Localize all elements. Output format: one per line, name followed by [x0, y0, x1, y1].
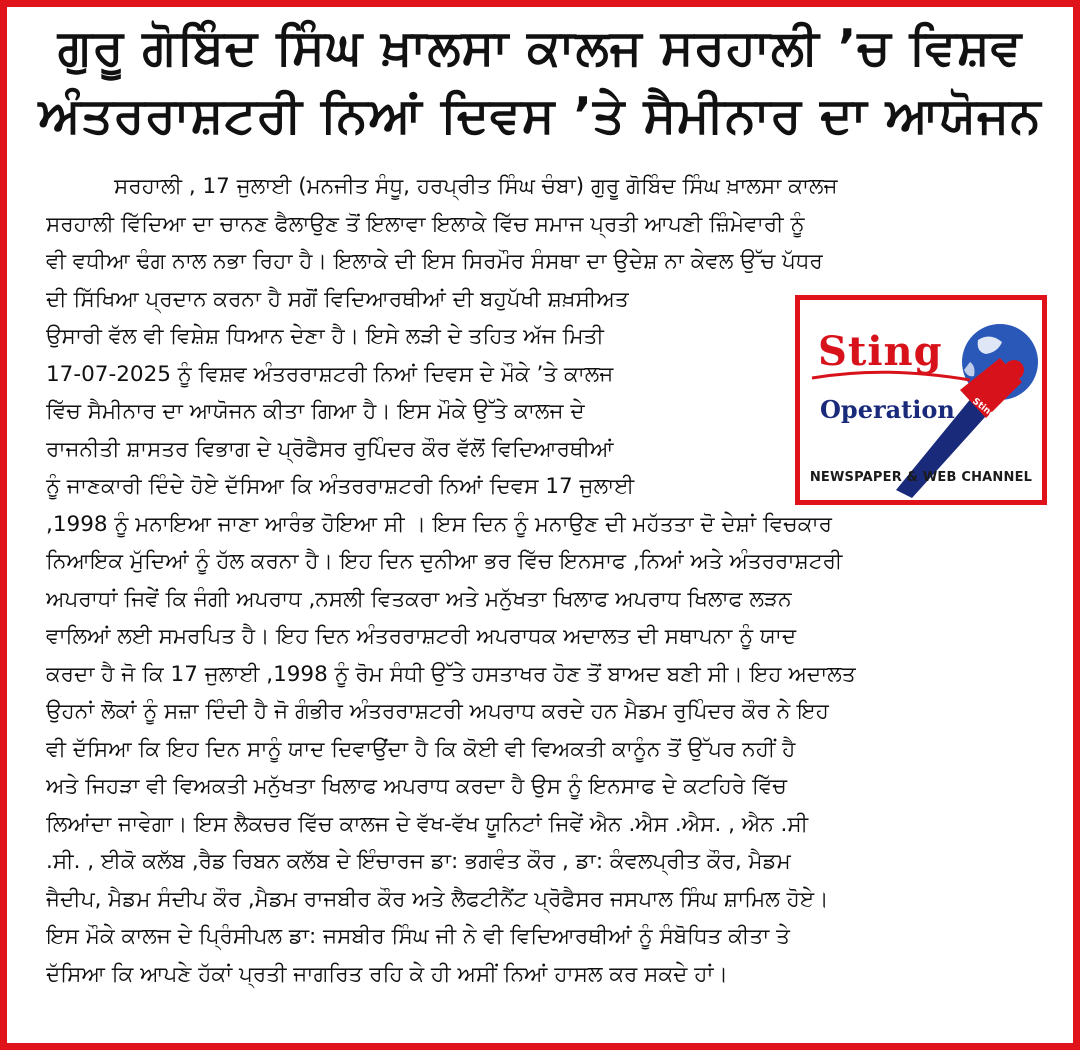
body-line: ,1998 ਨੂੰ ਮਨਾਇਆ ਜਾਣਾ ਆਰੰਭ ਹੋਇਆ ਸੀ । ਇਸ ਦਿਨ ਨੂੰ ਮਨਾਉਣ ਦੀ ਮਹੱਤਤਾ ਦੋ ਦੇਸ਼ਾਂ ਵਿਚਕਾਰ [46, 511, 832, 537]
logo-word-operation: Operation [820, 395, 955, 424]
body-line: ਉਸਾਰੀ ਵੱਲ ਵੀ ਵਿਸ਼ੇਸ਼ ਧਿਆਨ ਦੇਣਾ ਹੈ। ਇਸੇ ਲੜੀ ਦੇ ਤਹਿਤ ਅੱਜ ਮਿਤੀ [46, 324, 604, 349]
body-line: 17-07-2025 ਨੂੰ ਵਿਸ਼ਵ ਅੰਤਰਰਾਸ਼ਟਰੀ ਨਿਆਂ ਦਿਵਸ ਦੇ ਮੌਕੇ ’ਤੇ ਕਾਲਜ [46, 361, 614, 387]
body-line: ਕਰਦਾ ਹੈ ਜੋ ਕਿ 17 ਜੁਲਾਈ ,1998 ਨੂੰ ਰੋਮ ਸੰਧੀ ਉੱਤੇ ਹਸਤਾਖਰ ਹੋਣ ਤੋਂ ਬਾਅਦ ਬਣੀ ਸੀ। ਇਹ ਅਦਾਲਤ [46, 661, 856, 687]
body-line: ਵਿੱਚ ਸੈਮੀਨਾਰ ਦਾ ਆਯੋਜਨ ਕੀਤਾ ਗਿਆ ਹੈ। ਇਸ ਮੌਕੇ ਉੱਤੇ ਕਾਲਜ ਦੇ [46, 399, 585, 424]
article-headline [20, 14, 1060, 150]
body-line: ਇਸ ਮੌਕੇ ਕਾਲਜ ਦੇ ਪ੍ਰਿੰਸੀਪਲ ਡਾ: ਜਸਬੀਰ ਸਿੰਘ ਜੀ ਨੇ ਵੀ ਵਿਦਿਆਰਥੀਆਂ ਨੂੰ ਸੰਬੋਧਿਤ ਕੀਤਾ ਤੇ [46, 924, 790, 949]
body-line: ਜੈਦੀਪ, ਮੈਡਮ ਸੰਦੀਪ ਕੌਰ ,ਮੈਡਮ ਰਾਜਬੀਰ ਕੌਰ ਅਤੇ ਲੈਫਟੀਨੈਂਟ ਪ੍ਰੋਫੈਸਰ ਜਸਪਾਲ ਸਿੰਘ ਸ਼ਾਮਿਲ ਹੋਏ। [46, 886, 829, 912]
body-line: ਅਤੇ ਜਿਹੜਾ ਵੀ ਵਿਅਕਤੀ ਮਨੁੱਖਤਾ ਖਿਲਾਫ ਅਪਰਾਧ ਕਰਦਾ ਹੈ ਉਸ ਨੂੰ ਇਨਸਾਫ ਦੇ ਕਟਹਿਰੇ ਵਿੱਚ [46, 774, 787, 799]
body-line: ਦੱਸਿਆ ਕਿ ਆਪਣੇ ਹੱਕਾਂ ਪ੍ਰਤੀ ਜਾਗਰਿਤ ਰਹਿ ਕੇ ਹੀ ਅਸੀਂ ਨਿਆਂ ਹਾਸਲ ਕਰ ਸਕਦੇ ਹਾਂ। [46, 961, 729, 987]
logo-badge-text: Sting Operation [970, 396, 1040, 454]
body-line: ਉਹਨਾਂ ਲੋਕਾਂ ਨੂੰ ਸਜ਼ਾ ਦਿੰਦੀ ਹੈ ਜੋ ਗੰਭੀਰ ਅੰਤਰਰਾਸ਼ਟਰੀ ਅਪਰਾਧ ਕਰਦੇ ਹਨ ਮੈਡਮ ਰੁਪਿੰਦਰ ਕੌਰ ਨੇ ਇਹ [46, 699, 829, 724]
body-line: ਸਰਹਾਲੀ ਵਿੱਦਿਆ ਦਾ ਚਾਨਣ ਫੈਲਾਉਣ ਤੋਂ ਇਲਾਵਾ ਇਲਾਕੇ ਵਿੱਚ ਸਮਾਜ ਪ੍ਰਤੀ ਆਪਣੀ ਜ਼ਿੰਮੇਵਾਰੀ ਨੂੰ [46, 211, 805, 237]
body-line: ਵਾਲਿਆਂ ਲਈ ਸਮਰਪਿਤ ਹੈ। ਇਹ ਦਿਨ ਅੰਤਰਰਾਸ਼ਟਰੀ ਅਪਰਾਧਕ ਅਦਾਲਤ ਦੀ ਸਥਾਪਨਾ ਨੂੰ ਯਾਦ [46, 624, 797, 649]
headline-line-2: ਅੰਤਰਰਾਸ਼ਟਰੀ ਨਿਆਂ ਦਿਵਸ ’ਤੇ ਸੈਮੀਨਾਰ ਦਾ ਆਯੋਜਨ [38, 87, 1042, 144]
headline-line-1: ਗੁਰੂ ਗੋਬਿੰਦ ਸਿੰਘ ਖ਼ਾਲਸਾ ਕਾਲਜ ਸਰਹਾਲੀ ’ਚ ਵਿਸ਼ਵ [57, 19, 1023, 76]
body-line: ਦੀ ਸਿੱਖਿਆ ਪ੍ਰਦਾਨ ਕਰਨਾ ਹੈ ਸਗੋਂ ਵਿਦਿਆਰਥੀਆਂ ਦੀ ਬਹੁਪੱਖੀ ਸ਼ਖ਼ਸੀਅਤ [46, 286, 629, 312]
body-line: .ਸੀ. , ਈਕੋ ਕਲੱਬ ,ਰੈਡ ਰਿਬਨ ਕਲੱਬ ਦੇ ਇੰਚਾਰਜ ਡਾ: ਭਗਵੰਤ ਕੌਰ , ਡਾ: ਕੰਵਲਪ੍ਰੀਤ ਕੌਰ, ਮੈਡਮ [46, 849, 791, 874]
body-line: ਵੀ ਵਧੀਆ ਢੰਗ ਨਾਲ ਨਭਾ ਰਿਹਾ ਹੈ। ਇਲਾਕੇ ਦੀ ਇਸ ਸਿਰਮੌਰ ਸੰਸਥਾ ਦਾ ਉਦੇਸ਼ ਨਾ ਕੇਵਲ ਉੱਚ ਪੱਧਰ [46, 249, 823, 274]
body-line: ਨਿਆਇਕ ਮੁੱਦਿਆਂ ਨੂੰ ਹੱਲ ਕਰਨਾ ਹੈ। ਇਹ ਦਿਨ ਦੁਨੀਆ ਭਰ ਵਿੱਚ ਇਨਸਾਫ ,ਨਿਆਂ ਅਤੇ ਅੰਤਰਰਾਸ਼ਟਰੀ [46, 549, 843, 574]
article-body [46, 168, 1056, 993]
logo-caption: NEWSPAPER & WEB CHANNEL [809, 470, 1033, 485]
body-line: ਵੀ ਦੱਸਿਆ ਕਿ ਇਹ ਦਿਨ ਸਾਨੂੰ ਯਾਦ ਦਿਵਾਉਂਦਾ ਹੈ ਕਿ ਕੋਈ ਵੀ ਵਿਅਕਤੀ ਕਾਨੂੰਨ ਤੋਂ ਉੱਪਰ ਨਹੀਂ ਹੈ [46, 736, 796, 762]
sting-operation-logo [795, 295, 1047, 505]
body-line: ਅਪਰਾਧਾਂ ਜਿਵੇਂ ਕਿ ਜੰਗੀ ਅਪਰਾਧ ,ਨਸਲੀ ਵਿਤਕਰਾ ਅਤੇ ਮਨੁੱਖਤਾ ਖਿਲਾਫ ਅਪਰਾਧ ਖਿਲਾਫ ਲੜਨ [46, 586, 792, 612]
body-line: ਸਰਹਾਲੀ , 17 ਜੁਲਾਈ (ਮਨਜੀਤ ਸੰਧੂ, ਹਰਪ੍ਰੀਤ ਸਿੰਘ ਚੰਬਾ) ਗੁਰੂ ਗੋਬਿੰਦ ਸਿੰਘ ਖ਼ਾਲਸਾ ਕਾਲਜ [114, 174, 838, 199]
body-line: ਨੂੰ ਜਾਣਕਾਰੀ ਦਿੰਦੇ ਹੋਏ ਦੱਸਿਆ ਕਿ ਅੰਤਰਰਾਸ਼ਟਰੀ ਨਿਆਂ ਦਿਵਸ 17 ਜੁਲਾਈ [46, 474, 635, 499]
logo-word-sting: Sting [818, 328, 943, 375]
body-line: ਰਾਜਨੀਤੀ ਸ਼ਾਸਤਰ ਵਿਭਾਗ ਦੇ ਪ੍ਰੋਫੈਸਰ ਰੁਪਿੰਦਰ ਕੌਰ ਵੱਲੋਂ ਵਿਦਿਆਰਥੀਆਂ [46, 436, 614, 462]
body-line: ਲਿਆਂਦਾ ਜਾਵੇਗਾ। ਇਸ ਲੈਕਚਰ ਵਿੱਚ ਕਾਲਜ ਦੇ ਵੱਖ-ਵੱਖ ਯੂਨਿਟਾਂ ਜਿਵੇਂ ਐਨ .ਐਸ .ਐਸ. , ਐਨ .ਸੀ [46, 811, 809, 837]
